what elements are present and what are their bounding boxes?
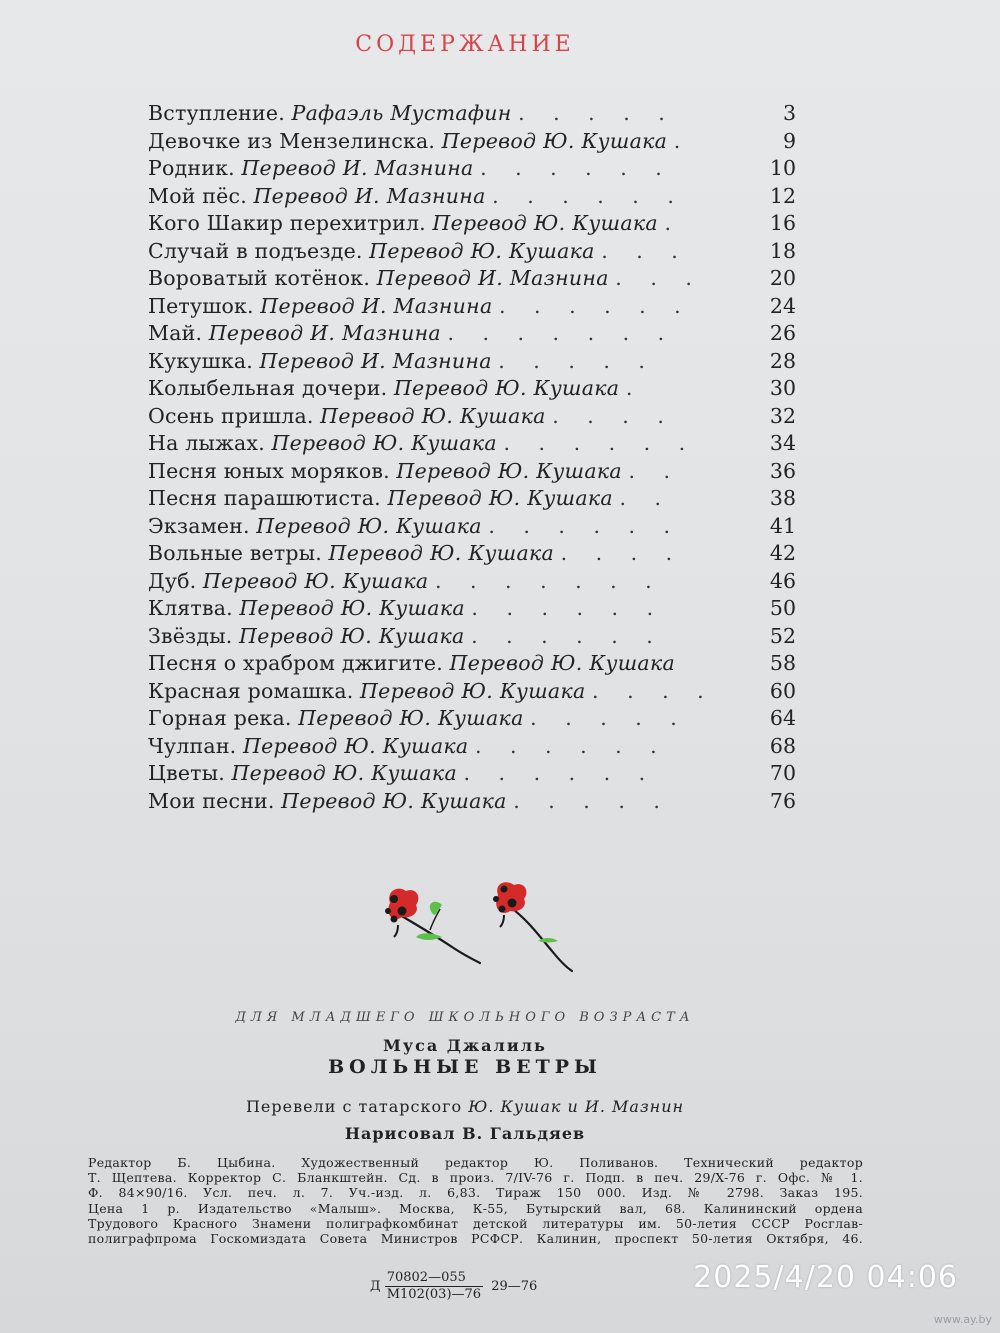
- toc-page-number: 38: [769, 486, 796, 510]
- toc-row: [148, 540, 808, 568]
- toc-page-number: 46: [769, 568, 796, 593]
- toc-entry: [148, 100, 738, 128]
- toc-author: Перевод И. Мазнина: [259, 348, 492, 373]
- index-fraction: [385, 1270, 483, 1303]
- toc-title: Мои песни.: [148, 788, 275, 813]
- toc-page-number: 68: [769, 733, 796, 758]
- index-suffix: 29—76: [491, 1278, 538, 1294]
- toc-entry: [148, 458, 738, 486]
- toc-entry: [148, 375, 738, 403]
- toc-author: Перевод Ю. Кушака: [256, 513, 482, 538]
- toc-leader: . . . . . .: [471, 623, 664, 648]
- toc-entry: [148, 403, 738, 431]
- toc-page-number: 12: [769, 183, 796, 208]
- toc-leader: . . . .: [560, 541, 684, 565]
- translators-line: [0, 1097, 930, 1116]
- toc-entry: [148, 183, 738, 211]
- toc-page-number: 58: [769, 651, 796, 675]
- toc-title: Песня парашютиста.: [148, 486, 381, 510]
- toc-row: [148, 375, 808, 403]
- toc-author: Перевод Ю. Кушака: [369, 238, 595, 263]
- toc-author: Перевод Ю. Кушака: [239, 596, 465, 620]
- toc-author: Перевод Ю. Кушака: [393, 376, 620, 400]
- toc-leader: . . . .: [592, 678, 715, 703]
- illustrator-line: Нарисовал В. Гальдяев: [344, 1124, 586, 1143]
- toc-entry: [148, 623, 738, 651]
- toc-title: Девочке из Мензелинска.: [148, 128, 436, 153]
- toc-row: [148, 733, 808, 761]
- toc-entry: [148, 733, 738, 761]
- toc-title: Песня юных моряков.: [148, 458, 390, 483]
- toc-row: [148, 678, 808, 706]
- toc-row: [148, 650, 808, 678]
- toc-author: Перевод Ю. Кушака: [360, 678, 586, 703]
- toc-entry: [148, 210, 738, 238]
- credits-line: полиграфпрома Госкомиздата Совета Министров РСФСР. Калинин, проспект 50-летия Октября, 46.: [88, 1231, 863, 1247]
- toc-entry: [148, 678, 738, 706]
- index-numerator: 70802—055: [385, 1270, 483, 1287]
- toc-row: [148, 595, 808, 623]
- toc-entry: [148, 595, 738, 623]
- toc-entry: [148, 320, 738, 348]
- toc-title: Кукушка.: [148, 348, 254, 373]
- toc-title: Горная река.: [148, 706, 292, 730]
- toc-page-number: 52: [769, 623, 796, 648]
- toc-row: [148, 568, 808, 596]
- page-title: СОДЕРЖАНИЕ: [355, 32, 575, 57]
- toc-page-number: 60: [769, 678, 796, 703]
- toc-title: Осень пришла.: [148, 403, 314, 428]
- toc-leader: . . . . . .: [474, 733, 668, 758]
- toc-leader: . . . . . .: [463, 761, 657, 785]
- toc-leader: . . . . . . .: [447, 321, 676, 345]
- toc-title: Петушок.: [148, 293, 254, 318]
- toc-leader: . . . .: [552, 403, 675, 428]
- toc-row: [148, 705, 808, 733]
- toc-row: [148, 128, 808, 156]
- toc-entry: [148, 293, 738, 321]
- toc-title: Цветы.: [148, 761, 225, 785]
- toc-leader: . .: [628, 458, 682, 483]
- toc-leader: . . . . . .: [503, 431, 697, 455]
- toc-page-number: 9: [782, 128, 796, 153]
- toc-page-number: 34: [769, 431, 796, 455]
- toc-author: Перевод Ю. Кушака: [396, 458, 622, 483]
- toc-title: Вступление.: [148, 101, 285, 125]
- toc-entry: [148, 265, 738, 293]
- toc-entry: [148, 788, 738, 816]
- toc-entry: [148, 568, 738, 596]
- photo-timestamp: 2025/4/20 04:06: [693, 1260, 958, 1295]
- toc-title: Кого Шакир перехитрил.: [148, 211, 426, 235]
- series-line: ДЛЯ МЛАДШЕГО ШКОЛЬНОГО ВОЗРАСТА: [235, 1010, 695, 1025]
- credits-line: Цена 1 р. Издательство «Малыш». Москва, К-55, Бутырский вал, 68. Калининский ордена: [88, 1200, 863, 1216]
- toc-page-number: 28: [769, 348, 796, 373]
- toc-entry: [148, 705, 738, 733]
- toc-row: [148, 265, 808, 293]
- toc-leader: .: [664, 211, 682, 235]
- toc-row: [148, 458, 808, 486]
- toc-row: [148, 623, 808, 651]
- toc-title: Звёзды.: [148, 623, 233, 648]
- toc-title: Родник.: [148, 156, 235, 180]
- toc-author: Перевод Ю. Кушака: [242, 733, 469, 758]
- toc-author: Перевод И. Мазнина: [253, 183, 486, 208]
- toc-author: Перевод Ю. Кушака: [387, 486, 613, 510]
- toc-leader: . . .: [615, 266, 703, 290]
- toc-page-number: 42: [769, 541, 796, 565]
- toc-page-number: 64: [769, 706, 796, 730]
- credits-line: Т. Щептева. Корректор С. Бланкштейн. Сд. в произ. 7/IV-76 г. Подп. в печ. 29/X-76 г. Офс. № 1.: [88, 1170, 863, 1186]
- toc-leader: . . . . . .: [471, 596, 665, 620]
- toc-leader: . . . . . .: [499, 293, 692, 318]
- toc-title: На лыжах.: [148, 431, 265, 455]
- toc-page-number: 3: [782, 101, 796, 125]
- toc-page-number: 76: [769, 788, 796, 813]
- book-author: Муса Джалиль: [383, 1036, 547, 1055]
- toc-entry: [148, 513, 738, 541]
- toc-title: Экзамен.: [148, 513, 250, 538]
- translators-names: Ю. Кушак и И. Мазнин: [468, 1097, 685, 1116]
- toc-title: Май.: [148, 321, 203, 345]
- toc-title: Клятва.: [148, 596, 233, 620]
- credits-line: Трудового Красного Знамени полиграфкомбинат детской литературы им. 50-летия СССР Росглав-: [88, 1215, 863, 1231]
- toc-entry: [148, 650, 738, 678]
- toc-author: Перевод И. Мазнина: [208, 321, 441, 345]
- publication-credits: [88, 1155, 863, 1246]
- toc-entry: [148, 155, 738, 183]
- toc-leader: . . . . . .: [488, 513, 682, 538]
- toc-author: Перевод Ю. Кушака: [449, 651, 676, 675]
- toc-author: Перевод И. Мазнина: [376, 266, 609, 290]
- toc-leader: . . . . . . .: [434, 568, 663, 593]
- toc-row: [148, 513, 808, 541]
- flowers-illustration: [372, 875, 582, 975]
- toc-page-number: 18: [769, 238, 796, 263]
- toc-title: Дуб.: [148, 568, 197, 593]
- toc-page-number: 24: [769, 293, 796, 318]
- toc-author: Перевод Ю. Кушака: [239, 623, 465, 648]
- toc-entry: [148, 540, 738, 568]
- toc-entry: [148, 430, 738, 458]
- toc-page-number: 36: [769, 458, 796, 483]
- toc-title: Вороватый котёнок.: [148, 266, 371, 290]
- toc-page-number: 10: [769, 156, 796, 180]
- toc-title: Колыбельная дочери.: [148, 376, 388, 400]
- toc-leader: . . . . .: [530, 706, 688, 730]
- toc-page-number: 32: [769, 403, 796, 428]
- toc-page-number: 50: [769, 596, 796, 620]
- site-watermark: www.ay.by: [933, 1313, 992, 1326]
- toc-entry: [148, 485, 738, 513]
- toc-leader: . . .: [601, 238, 689, 263]
- toc-row: [148, 430, 808, 458]
- toc-author: Перевод Ю. Кушака: [320, 403, 546, 428]
- toc-title: Чулпан.: [148, 733, 237, 758]
- toc-leader: . . . . .: [498, 348, 656, 373]
- toc-row: [148, 403, 808, 431]
- toc-leader: . . . . . .: [480, 156, 673, 180]
- toc-leader: . . . . .: [513, 788, 671, 813]
- credits-line: Редактор Б. Цыбина. Художественный редактор Ю. Поливанов. Технический редактор: [88, 1155, 863, 1170]
- toc-leader: .: [673, 128, 692, 153]
- toc-title: Песня о храбром джигите.: [148, 651, 443, 675]
- toc-title: Мой пёс.: [148, 183, 247, 208]
- toc-author: Перевод Ю. Кушака: [231, 761, 457, 785]
- toc-row: [148, 293, 808, 321]
- toc-author: Перевод Ю. Кушака: [202, 568, 429, 593]
- toc-row: [148, 485, 808, 513]
- toc-leader: .: [625, 376, 644, 400]
- toc-title: Случай в подъезде.: [148, 238, 363, 263]
- toc-author: Перевод Ю. Кушака: [432, 211, 658, 235]
- toc-page-number: 26: [769, 321, 796, 345]
- toc-row: [148, 348, 808, 376]
- toc-row: [148, 210, 808, 238]
- toc-leader: . . . . .: [518, 101, 676, 125]
- toc-leader: . . . . . .: [492, 183, 685, 208]
- toc-page-number: 30: [769, 376, 796, 400]
- toc-page-number: 70: [769, 761, 796, 785]
- credits-line: Ф. 84×90/16. Усл. печ. л. 7. Уч.-изд. л. 6,83. Тираж 150 000. Изд. № 2798. Заказ 195.: [88, 1185, 863, 1201]
- index-denominator: М102(03)—76: [386, 1287, 482, 1302]
- toc-row: [148, 788, 808, 816]
- toc-row: [148, 238, 808, 266]
- table-of-contents: [148, 100, 808, 815]
- toc-entry: [148, 760, 738, 788]
- toc-page-number: 16: [769, 211, 796, 235]
- toc-row: [148, 760, 808, 788]
- toc-entry: [148, 128, 738, 156]
- toc-author: Перевод Ю. Кушака: [271, 431, 497, 455]
- toc-row: [148, 100, 808, 128]
- toc-row: [148, 183, 808, 211]
- book-title: ВОЛЬНЫЕ ВЕТРЫ: [328, 1056, 602, 1078]
- toc-row: [148, 155, 808, 183]
- toc-title: Красная ромашка.: [148, 678, 354, 703]
- toc-author: Рафаэль Мустафин: [291, 101, 512, 125]
- toc-leader: . .: [619, 486, 673, 510]
- toc-author: Перевод Ю. Кушака: [441, 128, 668, 153]
- toc-author: Перевод И. Мазнина: [260, 293, 493, 318]
- toc-page-number: 41: [769, 513, 796, 538]
- toc-row: [148, 320, 808, 348]
- toc-author: Перевод Ю. Кушака: [281, 788, 507, 813]
- toc-author: Перевод Ю. Кушака: [328, 541, 555, 565]
- toc-author: Перевод И. Мазнина: [241, 156, 474, 180]
- index-code: [370, 1270, 537, 1303]
- toc-entry: [148, 348, 738, 376]
- toc-entry: [148, 238, 738, 266]
- toc-page-number: 20: [769, 266, 796, 290]
- translators-prefix: Перевели с татарского: [245, 1097, 463, 1116]
- index-prefix: Д: [370, 1279, 381, 1294]
- toc-title: Вольные ветры.: [148, 541, 322, 565]
- toc-author: Перевод Ю. Кушака: [298, 706, 524, 730]
